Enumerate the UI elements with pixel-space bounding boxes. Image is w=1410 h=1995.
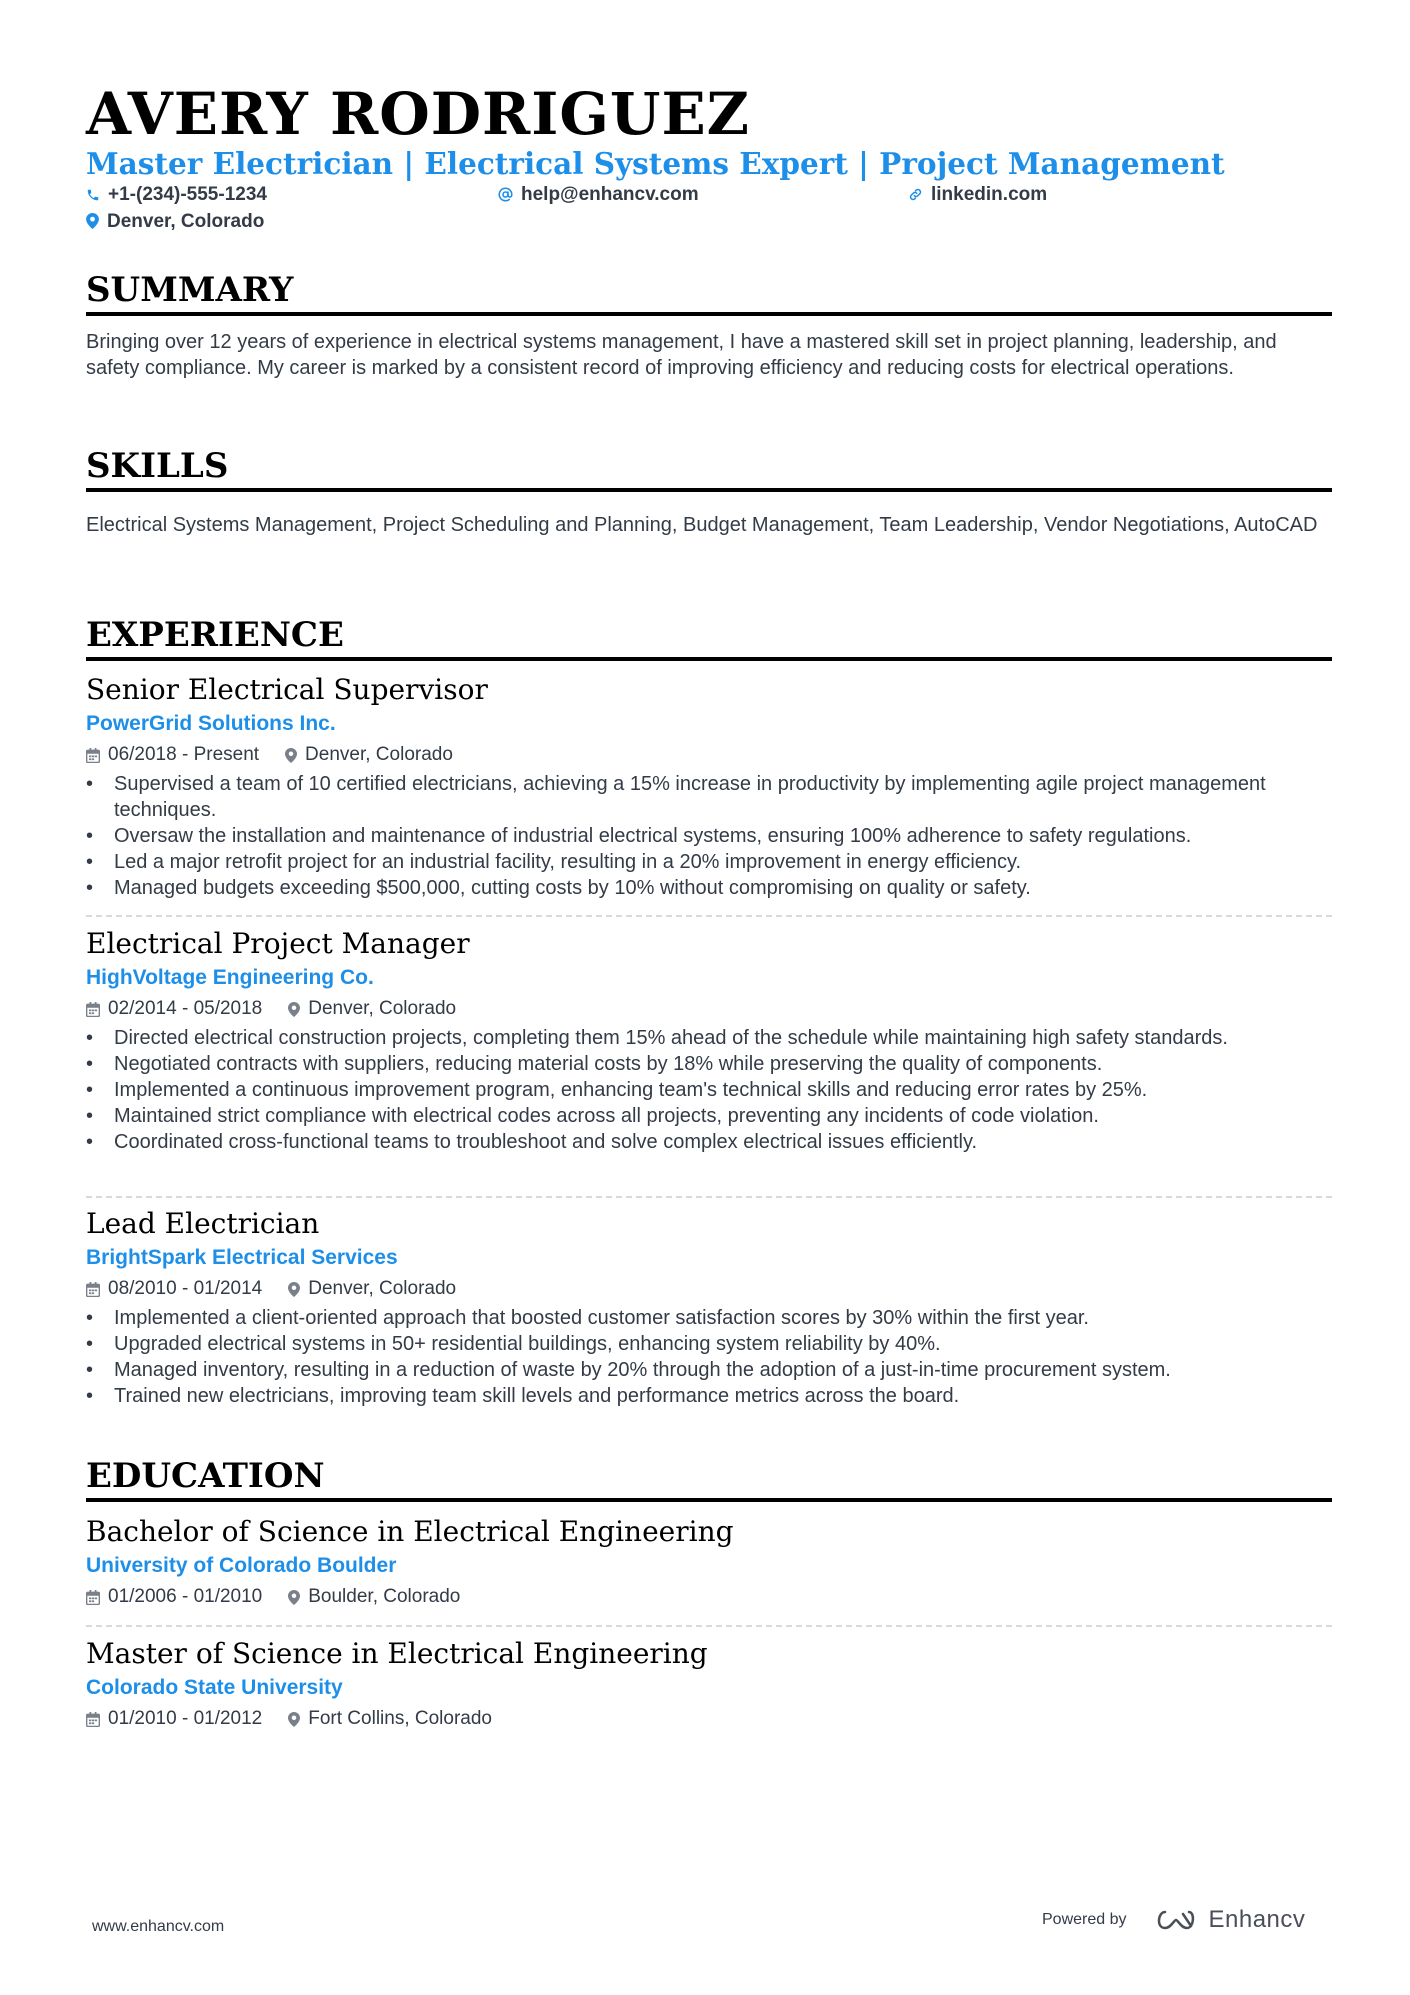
education-entry <box>86 1636 1332 1733</box>
job-location: Denver, Colorado <box>308 1278 457 1299</box>
location-text: Denver, Colorado <box>107 211 265 232</box>
experience-entry <box>86 672 1332 901</box>
map-pin-icon <box>288 1712 300 1727</box>
experience-entry <box>86 1206 1332 1409</box>
job-location: Denver, Colorado <box>308 998 457 1019</box>
footer-website[interactable]: www.enhancv.com <box>92 1918 225 1935</box>
skills-heading: SKILLS <box>86 446 1332 492</box>
contact-email[interactable] <box>498 183 699 207</box>
degree-title: Master of Science in Electrical Engineering <box>86 1637 708 1670</box>
education-dates: 01/2006 - 01/2010 <box>108 1586 263 1607</box>
map-pin-icon <box>86 213 99 229</box>
job-bullets <box>86 1305 1332 1409</box>
skills-text: Electrical Systems Management, Project Scheduling and Planning, Budget Management, Team Leadership, Vendor Negotiations, AutoCAD <box>86 514 1318 536</box>
job-location: Denver, Colorado <box>305 744 453 765</box>
bullet-item: • Negotiated contracts with suppliers, reducing material costs by 18% while preserving the quality of components. <box>86 1053 1103 1075</box>
map-pin-icon <box>288 1282 300 1297</box>
calendar-icon <box>86 748 100 763</box>
education-heading: EDUCATION <box>86 1456 1332 1502</box>
education-location: Boulder, Colorado <box>308 1586 461 1607</box>
job-meta <box>86 741 1332 769</box>
bullet-item: • Directed electrical construction projects, completing them 15% ahead of the schedule while maintaining high safety standards. <box>86 1027 1228 1049</box>
candidate-name: AVERY RODRIGUEZ <box>86 80 751 148</box>
education-entry <box>86 1514 1332 1611</box>
bullet-item: • Implemented a client-oriented approach that boosted customer satisfaction scores by 30% within the first year. <box>86 1307 1089 1329</box>
calendar-icon <box>86 1282 100 1297</box>
powered-by-label: Powered by <box>1042 1911 1127 1928</box>
bullet-item: • Trained new electricians, improving team skill levels and performance metrics across the board. <box>86 1385 960 1407</box>
degree-title: Bachelor of Science in Electrical Engineering <box>86 1515 734 1548</box>
map-pin-icon <box>288 1002 300 1017</box>
bullet-item: • Upgraded electrical systems in 50+ residential buildings, enhancing system reliability by 40%. <box>86 1333 941 1355</box>
education-dates: 01/2010 - 01/2012 <box>108 1708 263 1729</box>
map-pin-icon <box>285 748 297 763</box>
bullet-item: • Coordinated cross-functional teams to troubleshoot and solve complex electrical issues efficiently. <box>86 1131 978 1153</box>
experience-heading: EXPERIENCE <box>86 615 1332 661</box>
enhancv-logo-icon <box>1153 1908 1199 1932</box>
calendar-icon <box>86 1712 100 1727</box>
bullet-item: • Implemented a continuous improvement program, enhancing team's technical skills and reducing error rates by 25%. <box>86 1079 1148 1101</box>
bullet-item: • Managed budgets exceeding $500,000, cutting costs by 10% without compromising on quality or safety. <box>86 877 1031 899</box>
job-title: Lead Electrician <box>86 1207 320 1240</box>
linkedin-text: linkedin.com <box>931 184 1048 205</box>
bullet-item: • Maintained strict compliance with electrical codes across all projects, preventing any incidents of code violation. <box>86 1105 1099 1127</box>
calendar-icon <box>86 1590 100 1605</box>
phone-text: +1-(234)-555-1234 <box>108 184 267 205</box>
at-icon <box>498 187 513 202</box>
education-meta <box>86 1583 1332 1611</box>
contact-linkedin[interactable] <box>908 183 1047 207</box>
bullet-item: • Supervised a team of 10 certified electricians, achieving a 15% increase in productivity by implementing agile project management techniques. <box>86 773 1266 821</box>
entry-divider <box>86 1625 1332 1627</box>
job-title: Senior Electrical Supervisor <box>86 673 488 706</box>
bullet-item: • Led a major retrofit project for an industrial facility, resulting in a 20% improvement in energy efficiency. <box>86 851 1022 873</box>
job-dates: 08/2010 - 01/2014 <box>108 1278 263 1299</box>
education-meta <box>86 1705 1332 1733</box>
company-name[interactable]: HighVoltage Engineering Co. <box>86 966 374 989</box>
education-location: Fort Collins, Colorado <box>308 1708 492 1729</box>
phone-icon <box>86 188 100 202</box>
candidate-headline: Master Electrician | Electrical Systems Expert | Project Management <box>86 146 1225 181</box>
company-name[interactable]: BrightSpark Electrical Services <box>86 1246 398 1269</box>
job-dates: 02/2014 - 05/2018 <box>108 998 263 1019</box>
job-bullets <box>86 1025 1332 1155</box>
school-name[interactable]: Colorado State University <box>86 1676 343 1699</box>
bullet-item: • Managed inventory, resulting in a reduction of waste by 20% through the adoption of a just-in-time procurement system. <box>86 1359 1171 1381</box>
company-name[interactable]: PowerGrid Solutions Inc. <box>86 712 336 735</box>
experience-entry <box>86 926 1332 1155</box>
job-meta <box>86 1275 1332 1303</box>
contact-location <box>86 210 264 234</box>
entry-divider <box>86 1196 1332 1198</box>
summary-text: Bringing over 12 years of experience in electrical systems management, I have a mastered skill set in project planning, leadership, and safety compliance. My career is marked by a consistent record of improving efficiency and reducing costs for electrical operations. <box>86 331 1277 379</box>
entry-divider <box>86 915 1332 917</box>
footer-branding[interactable] <box>1042 1906 1305 1934</box>
link-icon <box>908 187 923 202</box>
job-dates: 06/2018 - Present <box>108 744 260 765</box>
email-text: help@enhancv.com <box>521 184 699 205</box>
summary-heading: SUMMARY <box>86 270 1332 316</box>
school-name[interactable]: University of Colorado Boulder <box>86 1554 397 1577</box>
contact-phone[interactable] <box>86 183 267 207</box>
calendar-icon <box>86 1002 100 1017</box>
job-bullets <box>86 771 1332 901</box>
bullet-item: • Oversaw the installation and maintenance of industrial electrical systems, ensuring 100% adherence to safety regulations. <box>86 825 1192 847</box>
map-pin-icon <box>288 1590 300 1605</box>
job-title: Electrical Project Manager <box>86 927 470 960</box>
enhancv-brand-name: Enhancv <box>1208 1906 1306 1933</box>
job-meta <box>86 995 1332 1023</box>
